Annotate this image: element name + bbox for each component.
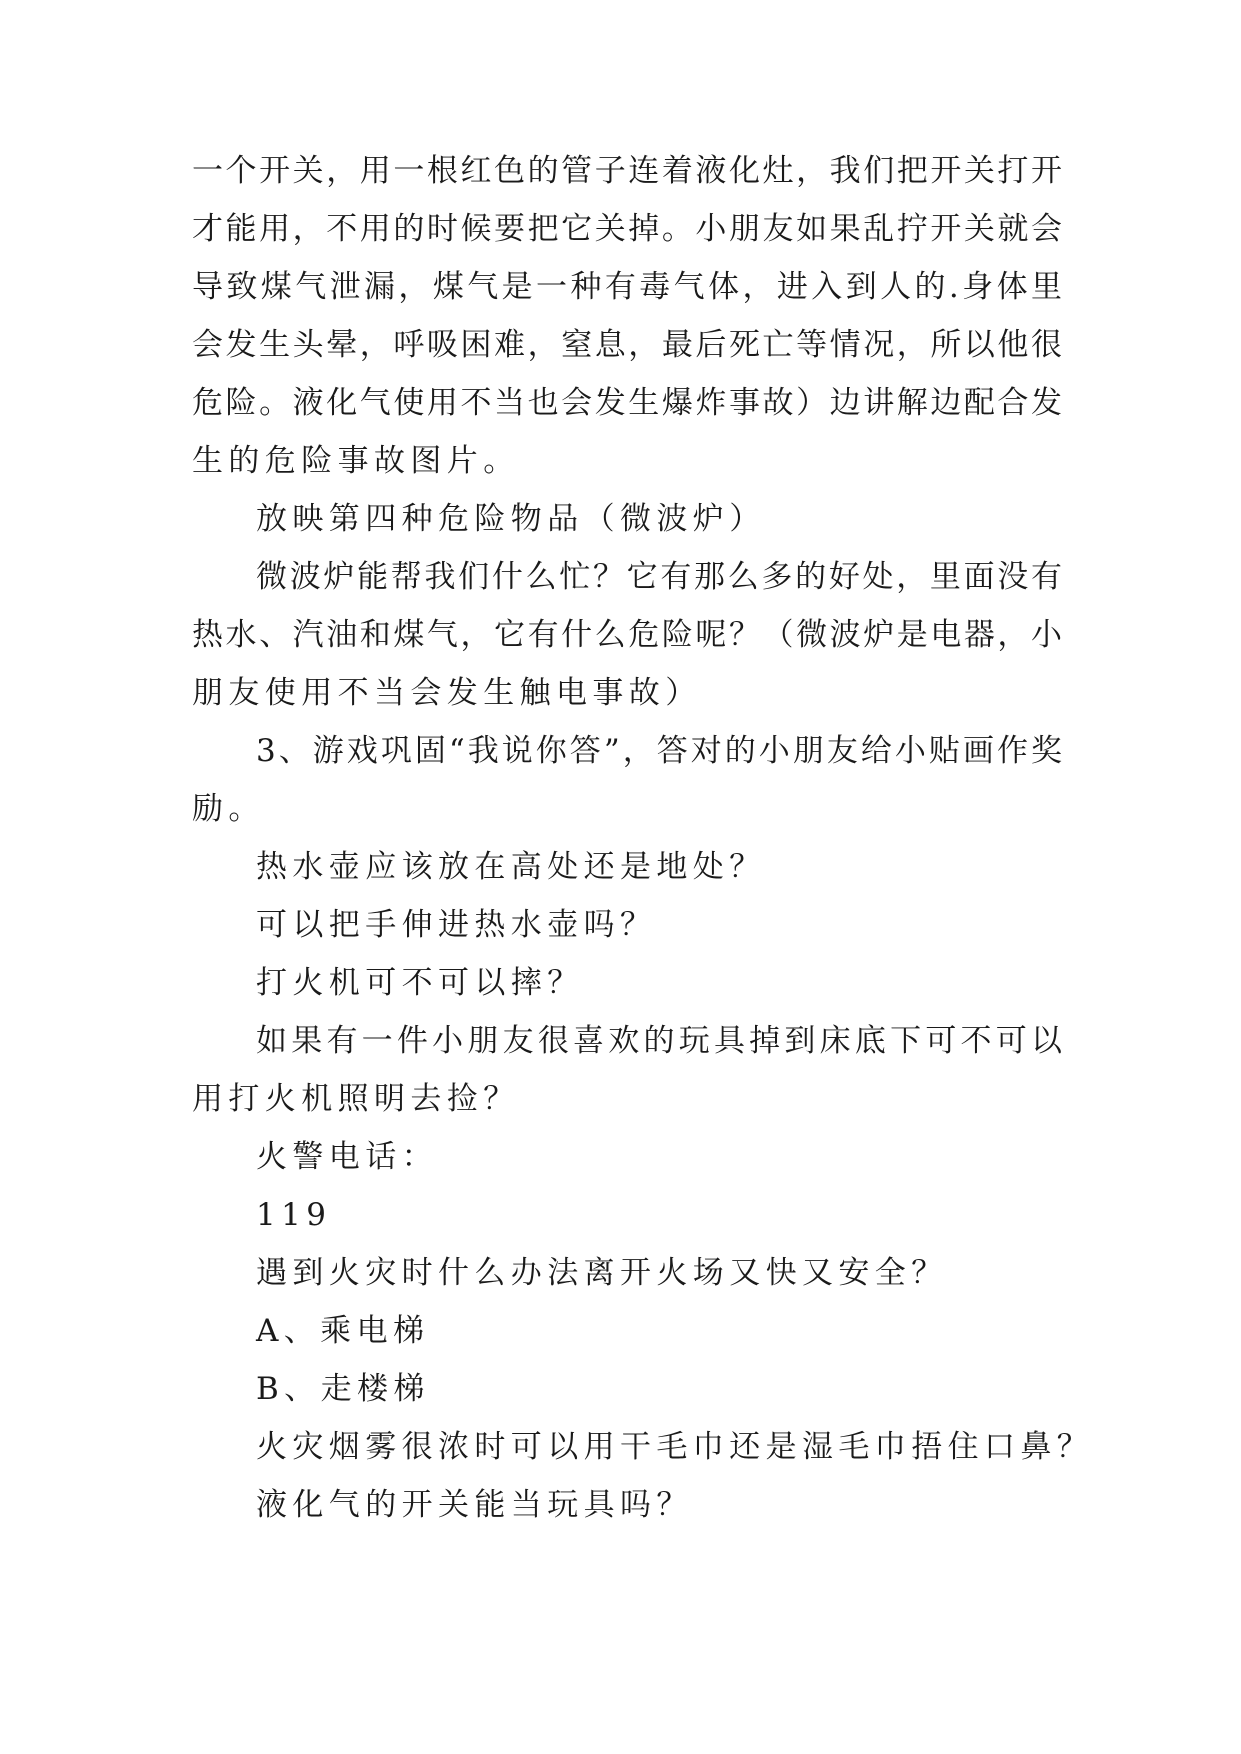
text-line: 朋友使用不当会发生触电事故） — [192, 675, 702, 711]
text-line: 如果有一件小朋友很喜欢的玩具掉到床底下可不可以 — [256, 1023, 1062, 1059]
text-line: 励。 — [192, 791, 265, 827]
text-line: 3、游戏巩固“我说你答”，答对的小朋友给小贴画作奖 — [256, 733, 1062, 769]
text-line: 液化气的开关能当玩具吗？ — [256, 1487, 693, 1523]
text-line: 微波炉能帮我们什么忙？它有那么多的好处，里面没有 — [256, 559, 1062, 595]
text-line: 可以把手伸进热水壶吗？ — [256, 907, 657, 943]
text-line: 遇到火灾时什么办法离开火场又快又安全？ — [256, 1255, 948, 1291]
text-line: 导致煤气泄漏，煤气是一种有毒气体，进入到人的.身体里 — [192, 269, 1062, 305]
text-line: A、乘电梯 — [256, 1313, 430, 1349]
text-line: 用打火机照明去捡？ — [192, 1081, 520, 1117]
text-line: 会发生头晕，呼吸困难，窒息，最后死亡等情况，所以他很 — [192, 327, 1062, 363]
text-line: 危险。液化气使用不当也会发生爆炸事故）边讲解边配合发 — [192, 385, 1062, 421]
text-line: 放映第四种危险物品（微波炉） — [256, 501, 766, 537]
text-line: 火警电话： — [256, 1139, 438, 1175]
text-line: 一个开关，用一根红色的管子连着液化灶，我们把开关打开 — [192, 153, 1062, 189]
text-line: 生的危险事故图片。 — [192, 443, 520, 479]
text-line: 才能用，不用的时候要把它关掉。小朋友如果乱拧开关就会 — [192, 211, 1062, 247]
text-line: 打火机可不可以摔？ — [256, 965, 584, 1001]
text-line: 热水、汽油和煤气，它有什么危险呢？（微波炉是电器，小 — [192, 617, 1062, 653]
text-line: 火灾烟雾很浓时可以用干毛巾还是湿毛巾捂住口鼻？ — [256, 1429, 1094, 1465]
text-line: 119 — [256, 1197, 332, 1233]
text-line: 热水壶应该放在高处还是地处？ — [256, 849, 766, 885]
text-line: B、走楼梯 — [256, 1371, 430, 1407]
